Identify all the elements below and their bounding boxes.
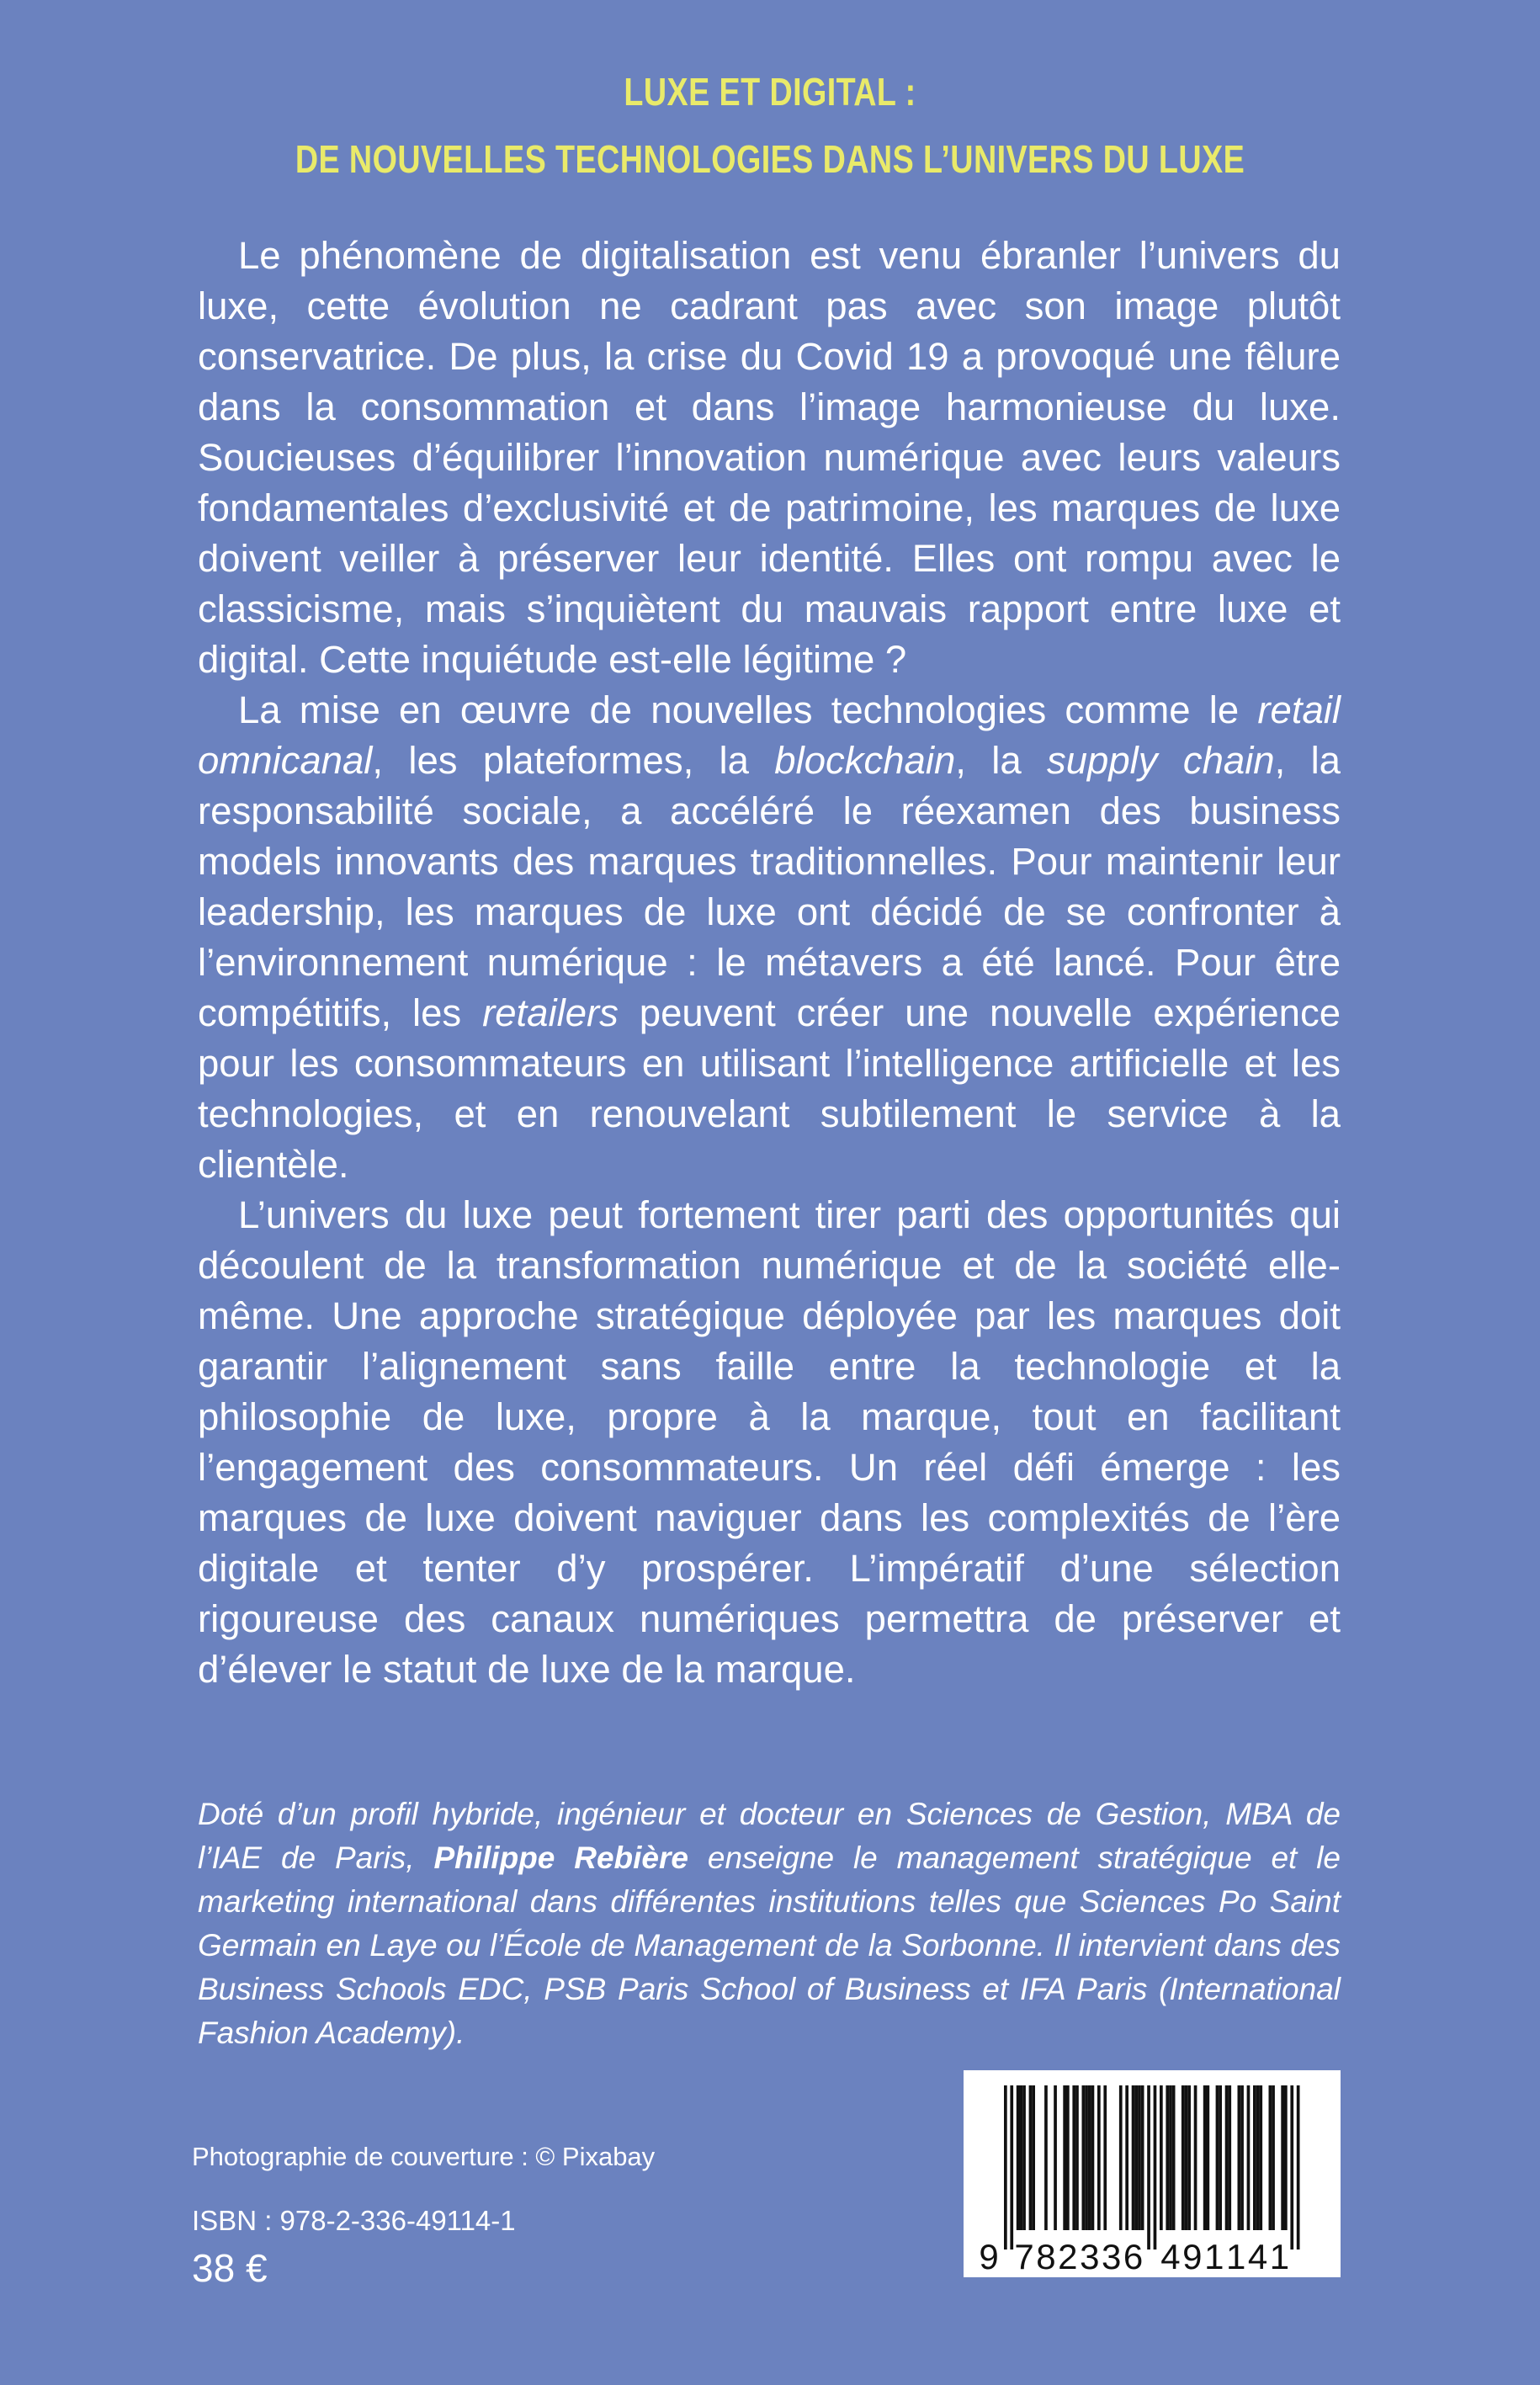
barcode-bar [1284,2085,1288,2230]
isbn: ISBN : 978-2-336-49114-1 [192,2205,516,2236]
bio-text: Doté d’un profil hybride, ingénieur et docteur en Sciences de Gestion, MBA de l’IAE de Paris, [198,1797,1341,1875]
italic-term: blockchain [774,739,956,782]
barcode-bar [1004,2085,1007,2250]
barcode-bar [1134,2085,1138,2230]
barcode-bar [1194,2085,1197,2230]
barcode-bar [1044,2085,1048,2230]
barcode-digit: 3 [1080,2237,1100,2276]
barcode [964,2070,1341,2277]
barcode-bar [1022,2085,1026,2230]
barcode-bar [1085,2085,1088,2230]
photo-credit: Photographie de couverture : © Pixabay [192,2142,656,2171]
price: 38 € [192,2246,268,2290]
barcode-bar [1032,2085,1035,2230]
author-bio [198,1793,1341,2055]
barcode-bar [1240,2085,1244,2230]
blurb [198,231,1341,1695]
barcode-bar [1097,2085,1101,2230]
barcode-digit: 7 [1014,2237,1034,2276]
barcode-bar [1091,2085,1095,2230]
barcode-bar [1166,2085,1169,2230]
text-segment: , la [955,739,1047,782]
barcode-bar [1141,2085,1144,2230]
barcode-bar [1017,2085,1020,2230]
barcode-bar [1103,2085,1107,2230]
text-segment: Le phénomène de digitalisation est venu ébranler l’univers du luxe, cette évolution ne cadrant pas avec son image plutôt conservatrice. De plus, la crise du Covid 19 a provoqué une fêlure dans la consommation et dans l’image harmonieuse du luxe. Soucieuses d’équilibrer l’innovation numérique avec leurs valeurs fondamentales d’exclusivité et de patrimoine, les marques de luxe doivent veiller à préserver leur identité. Elles ont rompu avec le classicisme, mais s’inquiètent du mauvais rapport entre luxe et digital. Cette inquiétude est-elle légitime ? [198,234,1341,681]
barcode-bar [1185,2085,1188,2230]
italic-term: retailers [482,991,619,1034]
barcode-digit: 4 [1160,2237,1181,2276]
barcode-bar [1219,2085,1222,2230]
text-segment: peuvent créer une nouvelle expérience pour les consommateurs en utilisant l’intelligence artificielle et les technologies, et en renouvelant subtilement le service à la clientèle. [198,991,1341,1186]
text-segment: L’univers du luxe peut fortement tirer parti des opportunités qui découlent de la transformation numérique et de la société elle-même. Une approche stratégique déployée par les marques doit garantir l’alignement sans faille entre la technologie et la philosophie de luxe, propre à la marque, tout en facilitant l’engagement des consommateurs. Un réel défi émerge : les marques de luxe doivent naviguer dans les complexités de l’ère digitale et tenter d’y prospérer. L’impératif d’une sélection rigoureuse des canaux numériques permettra de préserver et d’élever le statut de luxe de la marque. [198,1193,1341,1691]
barcode-bar [1256,2085,1260,2230]
barcode-bar [1010,2085,1013,2250]
barcode-bar [1187,2085,1191,2230]
barcode-graphic [964,2070,1341,2277]
barcode-bar [1238,2085,1241,2230]
barcode-digit: 1 [1269,2237,1290,2276]
barcode-bar [1072,2085,1075,2230]
barcode-bar [1172,2085,1176,2230]
barcode-bar [1054,2085,1057,2230]
barcode-digit: 3 [1101,2237,1122,2276]
barcode-digit: 9 [979,2237,999,2276]
text-segment: , la responsabilité sociale, a accéléré le réexamen des business models innovants des marques traditionnelles. Pour maintenir leur leadership, les marques de luxe ont décidé de se confronter à l’environnement numérique : le métavers a été lancé. Pour être compétitifs, les [198,739,1341,1034]
author-name: Philippe Rebière [433,1841,688,1875]
barcode-bar [1207,2085,1210,2230]
barcode-bar [1082,2085,1086,2230]
blurb-paragraph-3 [198,1190,1341,1695]
barcode-bar [1154,2085,1157,2250]
barcode-bar [1160,2085,1163,2230]
barcode-bar [1063,2085,1066,2230]
barcode-bar [1247,2085,1251,2230]
title-line-1: LUXE ET DIGITAL : [624,70,916,114]
barcode-bar [1272,2085,1275,2230]
barcode-digit: 2 [1058,2237,1078,2276]
barcode-bar [1138,2085,1141,2230]
barcode-bar [1125,2085,1128,2230]
barcode-bar [1281,2085,1284,2230]
barcode-bar [1066,2085,1070,2230]
barcode-digit: 8 [1036,2237,1056,2276]
blurb-paragraph-2 [198,685,1341,1190]
barcode-bar [1088,2085,1091,2230]
barcode-bar [1147,2085,1150,2250]
barcode-digit: 1 [1225,2237,1246,2276]
text-segment: La mise en œuvre de nouvelles technologies comme le [238,688,1258,731]
barcode-bar [1075,2085,1079,2230]
barcode-bar [1216,2085,1219,2230]
barcode-bar [1253,2085,1256,2230]
italic-term: supply chain [1046,739,1275,782]
barcode-bar [1269,2085,1272,2230]
barcode-bar [1203,2085,1207,2230]
barcode-bar [1297,2085,1300,2250]
barcode-bar [1259,2085,1262,2230]
barcode-bar [1169,2085,1172,2230]
blurb-paragraph-1 [198,231,1341,685]
barcode-bar [1029,2085,1033,2230]
barcode-digit: 4 [1247,2237,1268,2276]
barcode-bar [1119,2085,1123,2230]
title-line-2: DE NOUVELLES TECHNOLOGIES DANS L’UNIVERS DU LUXE [295,137,1245,181]
barcode-bar [1228,2085,1231,2230]
barcode-digit: 6 [1123,2237,1144,2276]
barcode-digit: 1 [1204,2237,1224,2276]
barcode-bar [1225,2085,1229,2230]
italic-term: retail omnicanal [198,688,1341,782]
barcode-digit: 9 [1182,2237,1203,2276]
barcode-bar [1132,2085,1135,2230]
bio-text: enseigne le management stratégique et le marketing international dans différentes institutions telles que Sciences Po Saint Germain en Laye ou l’École de Management de la Sorbonne. Il intervient dans des Business Schools EDC, PSB Paris School of Business et IFA Paris (International Fashion Academy). [198,1841,1341,2050]
barcode-bar [1290,2085,1293,2250]
barcode-bar [1020,2085,1023,2230]
barcode-bar [1182,2085,1185,2230]
text-segment: , les plateformes, la [372,739,775,782]
